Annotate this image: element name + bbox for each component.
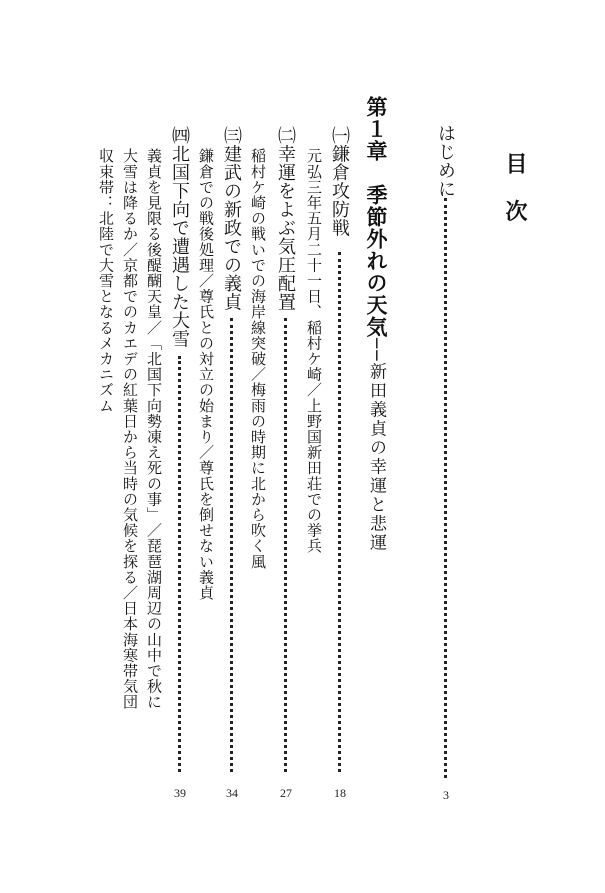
toc-entry-intro-page: 3 bbox=[443, 788, 449, 802]
section-4-title: ㈣北国下向で遭遇した大雪 bbox=[169, 126, 190, 348]
toc-heading: 目 次 bbox=[502, 152, 528, 231]
chapter-1-title-text: 第１章 季節外れの天気 bbox=[364, 96, 389, 338]
section-3-page: 34 bbox=[226, 786, 238, 800]
section-4-desc-line-2: 大雪は降るか／京都でのカエデの紅葉日から当時の気候を探る／日本海寒帯気団 bbox=[121, 148, 139, 710]
section-4-desc-line-3: 収束帯：北陸で大雪となるメカニズム bbox=[97, 148, 115, 414]
toc-entry-intro-title: はじめに bbox=[435, 124, 456, 198]
section-4-page: 39 bbox=[174, 786, 186, 800]
section-4-desc-line-1: 義貞を見限る後醍醐天皇／「北国下向勢凍え死の事」／琵琶湖周辺の山中で秋に bbox=[145, 148, 163, 710]
section-1-leader bbox=[338, 252, 341, 772]
section-1-desc: 元弘三年五月二十一日、稲村ケ崎／上野国新田荘での挙兵 bbox=[305, 148, 323, 554]
section-1-page: 18 bbox=[334, 786, 346, 800]
chapter-1-title bbox=[366, 96, 387, 552]
section-3-title: ㈢建武の新政での義貞 bbox=[221, 126, 242, 311]
section-2-page: 27 bbox=[280, 786, 292, 800]
section-4-leader bbox=[178, 356, 181, 772]
chapter-1-subtitle: ──新田義貞の幸運と悲運 bbox=[366, 338, 386, 553]
section-2-title: ㈡幸運をよぶ気圧配置 bbox=[275, 126, 296, 311]
section-1-title: ㈠鎌倉攻防戦 bbox=[329, 126, 350, 237]
section-2-leader bbox=[284, 318, 287, 772]
section-3-desc: 鎌倉での戦後処理／尊氏との対立の始まり／尊氏を倒せない義貞 bbox=[197, 148, 215, 601]
toc-entry-intro-leader bbox=[444, 198, 447, 778]
section-2-desc: 稲村ケ崎の戦いでの海岸線突破／梅雨の時期に北から吹く風 bbox=[249, 148, 267, 570]
section-3-leader bbox=[230, 318, 233, 772]
